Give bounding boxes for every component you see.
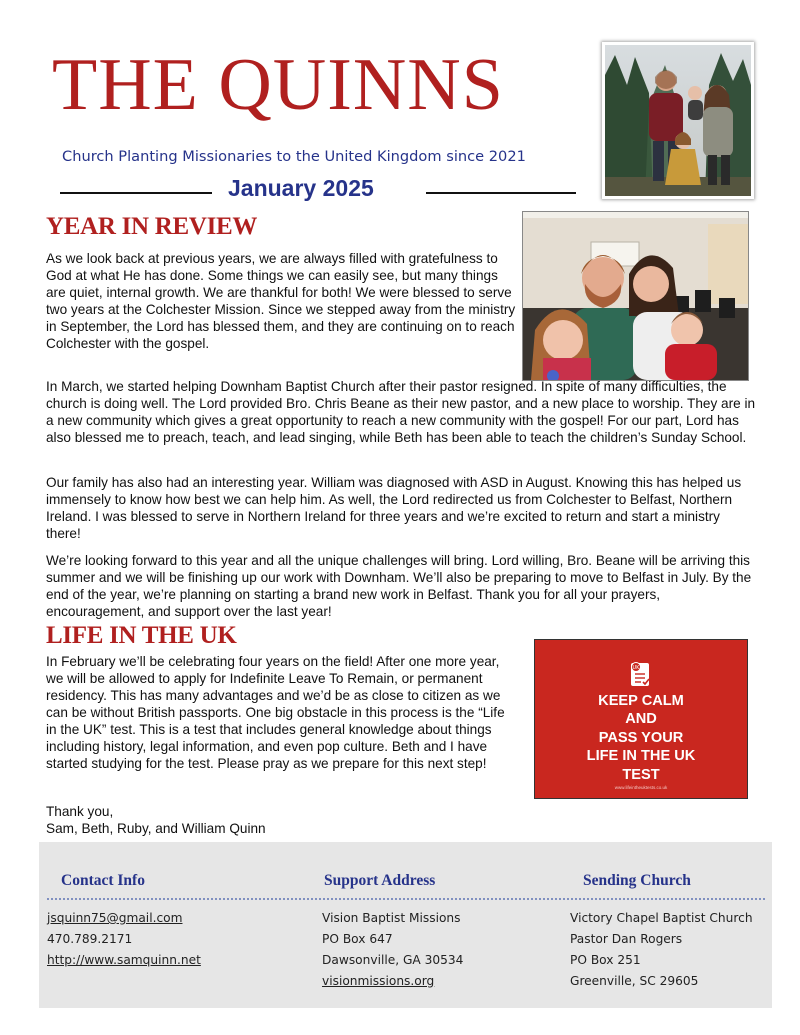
- closing-line: Thank you,: [46, 804, 114, 819]
- sending-church-heading: Sending Church: [583, 872, 691, 889]
- family-christmas-photo: [602, 42, 754, 199]
- date-rule-right: [426, 192, 576, 194]
- newsletter-subtitle: Church Planting Missionaries to the United Kingdom since 2021: [62, 148, 526, 165]
- keep-calm-poster: [534, 639, 748, 799]
- family-selfie-photo: [522, 211, 749, 381]
- contact-info-column: [47, 908, 201, 971]
- keep-calm-url: www.lifeintheuktests.co.uk: [614, 785, 668, 790]
- support-website-link[interactable]: visionmissions.org: [322, 974, 435, 988]
- closing: [46, 803, 266, 837]
- support-address-column: [322, 908, 463, 992]
- keep-calm-text: KEEP CALM AND PASS YOUR LIFE IN THE UK TEST: [586, 693, 696, 783]
- signature: Sam, Beth, Ruby, and William Quinn: [46, 821, 266, 836]
- date-row: [60, 172, 576, 208]
- contact-email-link[interactable]: jsquinn75@gmail.com: [47, 911, 183, 925]
- issue-date: January 2025: [228, 175, 374, 201]
- footer-divider: [47, 898, 765, 900]
- year-in-review-paragraph-1: As we look back at previous years, we are always filled with gratefulness to God at what He has done. Some things we can easily see, but many things are quiet, internal growth. We are thankful for both! We were blessed to serve two years at the Colchester Mission. Since we stepped away from the ministry in September, the Lord has blessed them, and they are continuing on to reach Colchester with the gospel.: [46, 251, 516, 351]
- section-title-life-in-uk: LIFE IN THE UK: [46, 622, 237, 649]
- newsletter-title: THE QUINNS: [52, 44, 504, 126]
- date-rule-left: [60, 192, 212, 194]
- section-title-year-in-review: YEAR IN REVIEW: [46, 213, 258, 240]
- sending-church-column: [570, 908, 753, 992]
- sending-church-line: Greenville, SC 29605: [570, 974, 699, 988]
- clipboard-checklist-icon: [628, 660, 654, 693]
- contact-phone: 470.789.2171: [47, 932, 133, 946]
- support-address-line: Dawsonville, GA 30534: [322, 953, 464, 967]
- year-in-review-paragraph-4: We’re looking forward to this year and all the unique challenges will bring. Lord willing, Bro. Beane will be arriving this summer and we will be finishing up our work with Downham. We’ll also be preparing to move to Belfast in July. By the end of the year, we’re planning on starting a brand new work in Belfast. Thank you for all your prayers, encouragement, and support over the last year!: [46, 553, 752, 619]
- support-address-line: Vision Baptist Missions: [322, 911, 461, 925]
- sending-church-line: Victory Chapel Baptist Church: [570, 911, 753, 925]
- svg-text:UK: UK: [632, 665, 640, 671]
- life-in-uk-paragraph: In February we’ll be celebrating four years on the field! After one more year, we will be allowed to apply for Indefinite Leave To Remain, or permanent residency. This has many advantages and we’d be as close to citizen as we can be without British passports. One big obstacle in this process is the “Life in the UK” test. This is a test that includes general knowledge about things including history, legal information, and even pop culture. Beth and I have started studying for the test. Please pray as we prepare for this next step!: [46, 654, 505, 771]
- contact-info-heading: Contact Info: [61, 872, 145, 889]
- sending-church-line: Pastor Dan Rogers: [570, 932, 683, 946]
- year-in-review-paragraph-3: Our family has also had an interesting year. William was diagnosed with ASD in August. Knowing this has helped us immensely to know how best we can help him. As well, the Lord redirected us from Colchester to Belfast, Northern Ireland. I was blessed to serve in Northern Ireland for three years and we’re excited to return and start a ministry there!: [46, 475, 742, 541]
- contact-website-link[interactable]: http://www.samquinn.net: [47, 953, 201, 967]
- masthead: [52, 40, 592, 130]
- sending-church-line: PO Box 251: [570, 953, 641, 967]
- support-address-line: PO Box 647: [322, 932, 393, 946]
- support-address-heading: Support Address: [324, 872, 436, 889]
- year-in-review-paragraph-2: In March, we started helping Downham Baptist Church after their pastor resigned. In spite of many difficulties, the church is doing well. The Lord provided Bro. Chris Beane as their new pastor, and a new place to worship. They are in a new community which gives a great opportunity to reach a new community with the gospel! For our part, Lord has also blessed me to preach, teach, and lead singing, while Beth has been able to teach the children’s Sunday School.: [46, 379, 756, 445]
- footer: [39, 842, 772, 1008]
